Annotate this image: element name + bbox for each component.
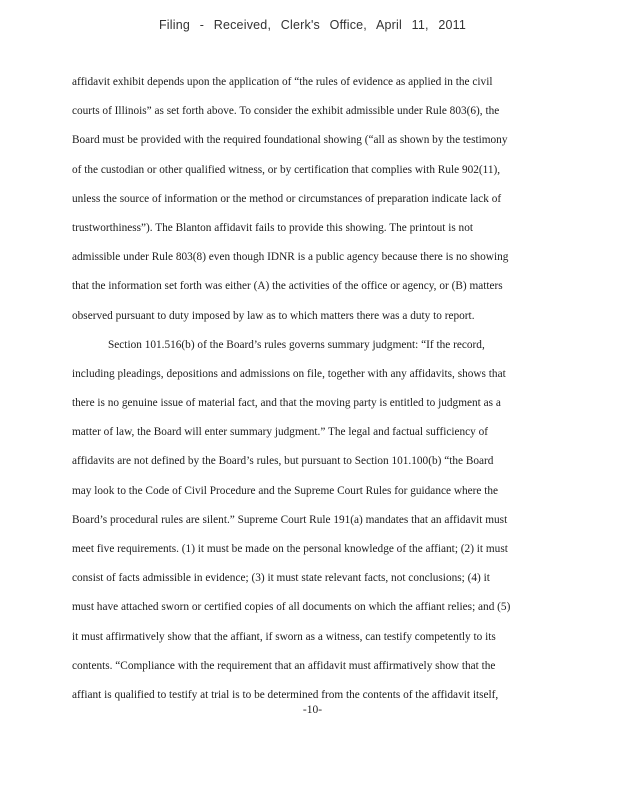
text-line: Board’s procedural rules are silent.” Supreme Court Rule 191(a) mandates that an affidavit must xyxy=(72,513,508,526)
text-line: unless the source of information or the method or circumstances of preparation indicate lack of xyxy=(72,192,502,205)
text-line: including pleadings, depositions and admissions on file, together with any affidavits, shows that xyxy=(72,367,506,380)
text-line: matter of law, the Board will enter summary judgment.” The legal and factual sufficiency of xyxy=(72,426,489,439)
text-line: meet five requirements. (1) it must be made on the personal knowledge of the affiant; (2) it must xyxy=(72,543,508,555)
text-line: that the information set forth was either (A) the activities of the office or agency, or (B) matters xyxy=(72,280,503,293)
text-line: affiant is qualified to testify at trial is to be determined from the contents of the affidavit itself, xyxy=(72,688,499,701)
paragraph-evidence xyxy=(72,68,554,331)
text-line: it must affirmatively show that the affiant, if sworn as a witness, can testify competently to its xyxy=(72,630,496,643)
text-line: contents. “Compliance with the requirement that an affidavit must affirmatively show that the xyxy=(72,659,496,672)
text-line: affidavit exhibit depends upon the application of “the rules of evidence as applied in the civil xyxy=(72,76,493,88)
text-line: must have attached sworn or certified copies of all documents on which the affiant relies; and (5) xyxy=(72,601,511,614)
page-number: -10- xyxy=(302,704,323,716)
text-line: Board must be provided with the required foundational showing (“all as shown by the testimony xyxy=(72,134,508,147)
text-line: affidavits are not defined by the Board’s rules, but pursuant to Section 101.100(b) “the Board xyxy=(72,455,494,468)
text-line: Section 101.516(b) of the Board’s rules governs summary judgment: “If the record, xyxy=(108,338,485,351)
text-line: trustworthiness”). The Blanton affidavit fails to provide this showing. The printout is not xyxy=(72,221,473,234)
text-line: consist of facts admissible in evidence; (3) it must state relevant facts, not conclusions; (4) it xyxy=(72,572,490,585)
text-line: observed pursuant to duty imposed by law as to which matters there was a duty to report. xyxy=(72,309,475,322)
text-line: of the custodian or other qualified witness, or by certification that complies with Rule 902(11), xyxy=(72,163,501,176)
text-line: admissible under Rule 803(8) even though IDNR is a public agency because there is no showing xyxy=(72,251,509,264)
text-line: may look to the Code of Civil Procedure and the Supreme Court Rules for guidance where the xyxy=(72,484,499,497)
document-body xyxy=(72,68,554,710)
text-line: there is no genuine issue of material fact, and that the moving party is entitled to judgment as a xyxy=(72,397,501,410)
paragraph-summary-judgment xyxy=(72,331,554,710)
text-line: courts of Illinois” as set forth above. To consider the exhibit admissible under Rule 803(6), the xyxy=(72,105,500,118)
filing-header: Filing - Received, Clerk's Office, April 11, 2011 xyxy=(158,18,467,32)
